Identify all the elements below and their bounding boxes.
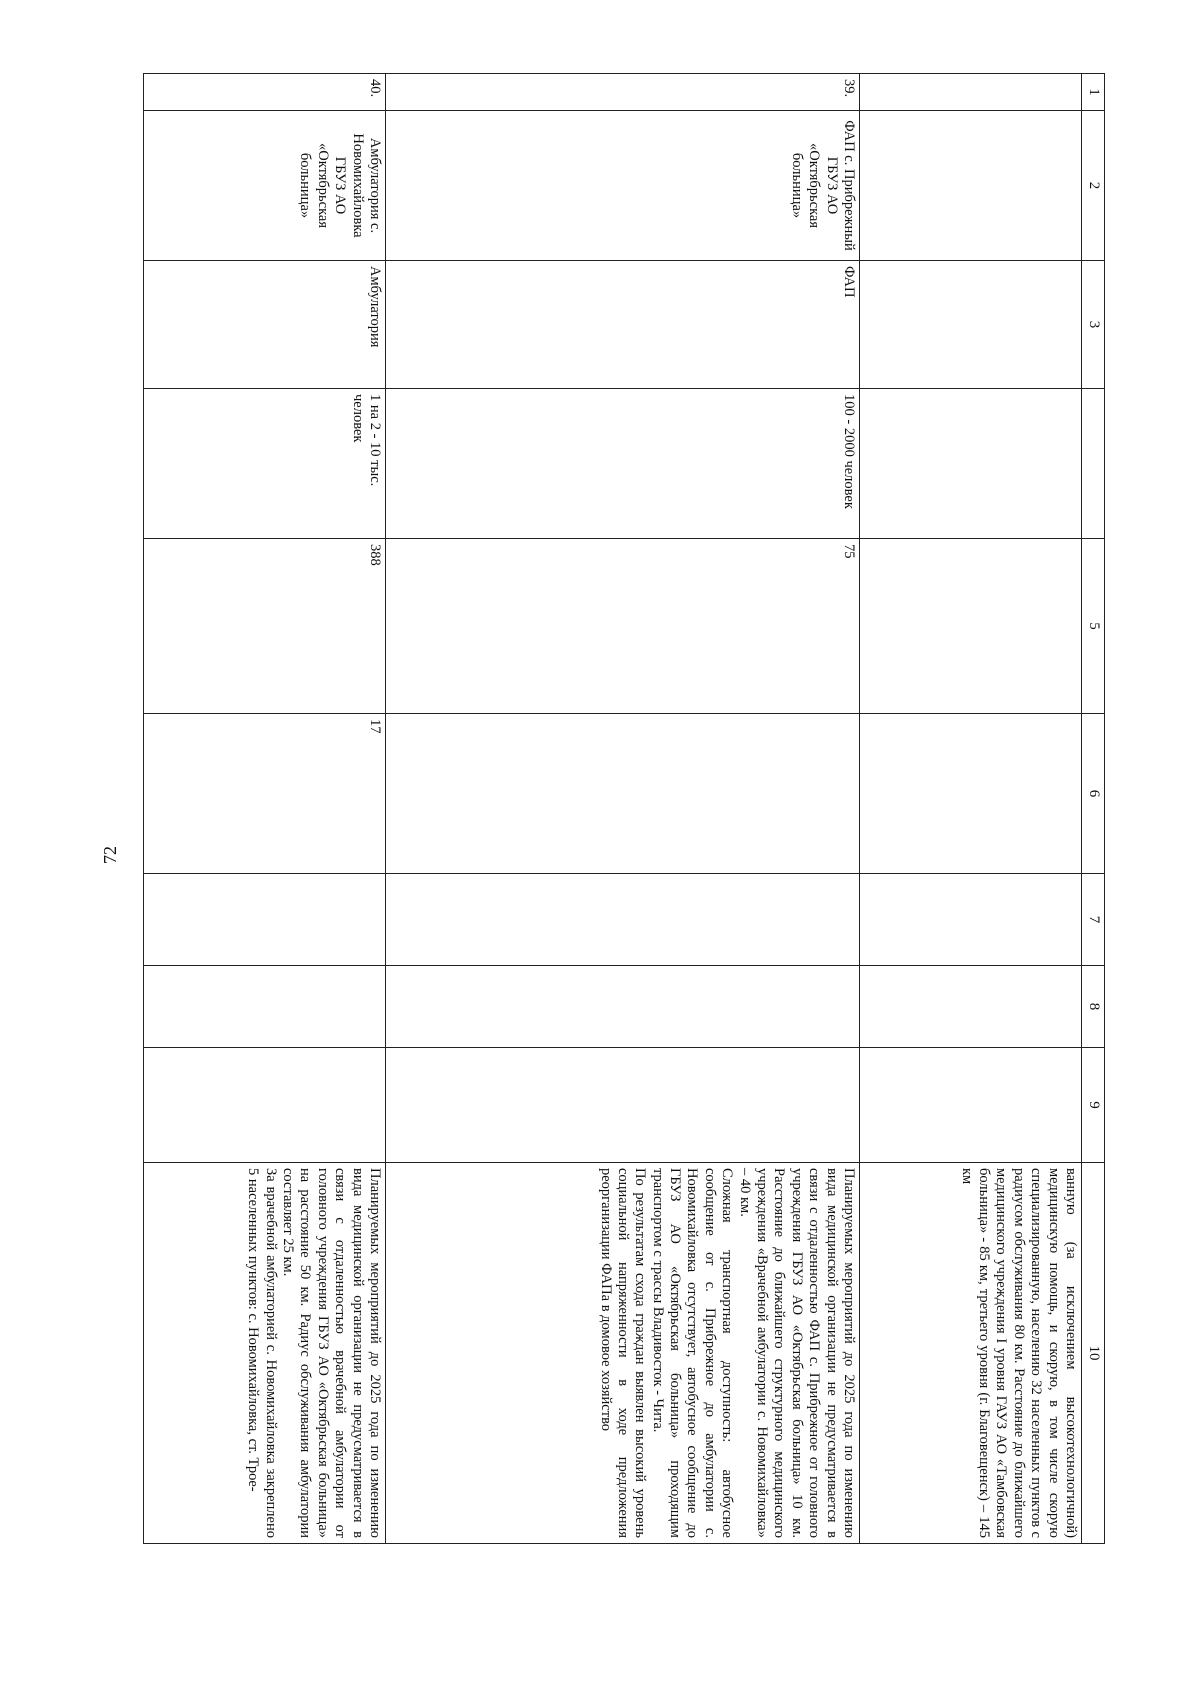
column-header: 2 [1082,111,1105,261]
facility-name-cell: Амбулатория с. Новомихайловка ГБУЗ АО «Октябрьская больница» [144,111,386,261]
row-number-cell: 40. [144,74,386,111]
facility-name-cell: ФАП с. Прибрежный ГБУЗ АО «Октябрьская больница» [386,111,860,261]
description-paragraph: За врачебной амбулаторией с. Новомихайловка закреплено 5 населенных пунктов: с. Новомихайловка, ст. Троe- [245,1168,279,1538]
col5-cell [860,539,1082,714]
column-header: 1 [1082,74,1105,111]
medical-facilities-table [143,73,1105,1544]
column-header: 9 [1082,1048,1105,1163]
row-number-cell: 39. [386,74,860,111]
table-row [144,74,386,1544]
rotated-table-container [143,73,1105,1543]
page-number: 72 [99,846,120,864]
col5-cell: 388 [144,539,386,714]
description-paragraph: По результатам схода граждан выявлен высокий уровень социальной напряженности в ходе предложения реорганизации ФАПа в домовое хозяйство [597,1168,649,1538]
col8-cell [386,966,860,1048]
description-paragraph: Сложная транспортная доступность: автобусное сообщение от с. Прибрежное до амбулатории с. Новомихайловка отсутствует, автобусное сообщение до ГБУЗ АО «Октябрьская больница» проходящим транспортом с трассы Владивосток - Чита. [649,1168,736,1538]
table-row [860,74,1082,1544]
column-header [1082,389,1105,539]
col7-cell [144,874,386,966]
description-cell [860,1163,1082,1544]
description-cell [386,1163,860,1544]
col8-cell [144,966,386,1048]
col8-cell [860,966,1082,1048]
column-header: 6 [1082,714,1105,874]
col6-cell: 17 [144,714,386,874]
column-header: 8 [1082,966,1105,1048]
column-header: 3 [1082,261,1105,389]
header-row [1082,74,1105,1544]
col5-cell: 75 [386,539,860,714]
col9-cell [144,1048,386,1163]
description-paragraph: Планируемых мероприятий до 2025 года по изменению вида медицинской организации не предусматривается в связи с отдаленностью ФАП с. Прибрежное от головного учреждения ГБУЗ АО «Октябрьская больница» 10 км. Расстояние до ближайшего структурного медицинского учреждения «Врачебной амбулатории с. Новомихайловка» – 40 км. [736,1168,857,1538]
column-header: 7 [1082,874,1105,966]
norm-cell: 1 на 2 - 10 тыс. человек [144,389,386,539]
col9-cell [386,1048,860,1163]
description-paragraph: Планируемых мероприятий до 2025 года по изменению вида медицинской организации не предусматривается в связи с отдаленностью врачебной амбулатории от головного учреждения ГБУЗ АО «Октябрьская больница» на расстояние 50 км. Радиус обслуживания амбулатории составляет 25 км. [280,1168,383,1538]
col9-cell [860,1048,1082,1163]
column-header: 5 [1082,539,1105,714]
col6-cell [386,714,860,874]
col7-cell [386,874,860,966]
facility-type-cell [860,261,1082,389]
row-number-cell [860,74,1082,111]
facility-type-cell: Амбулатория [144,261,386,389]
col6-cell [860,714,1082,874]
description-cell [144,1163,386,1544]
norm-cell: 100 - 2000 человек [386,389,860,539]
facility-name-cell [860,111,1082,261]
description-paragraph: ванную (за исключением высокотехнологичной) медицинскую помощь, и скорую, в том числе скорую специализированную, населению 32 населенных пунктов с радиусом обслуживания 80 км. Расстояние до ближайшего медицинского учреждения I уровня ГАУЗ АО «Тамбовская больница» - 85 км, третьего уровня (г. Благовещенск) – 145 км [958,1168,1079,1538]
norm-cell [860,389,1082,539]
table-row [386,74,860,1544]
col7-cell [860,874,1082,966]
facility-type-cell: ФАП [386,261,860,389]
column-header: 10 [1082,1163,1105,1544]
